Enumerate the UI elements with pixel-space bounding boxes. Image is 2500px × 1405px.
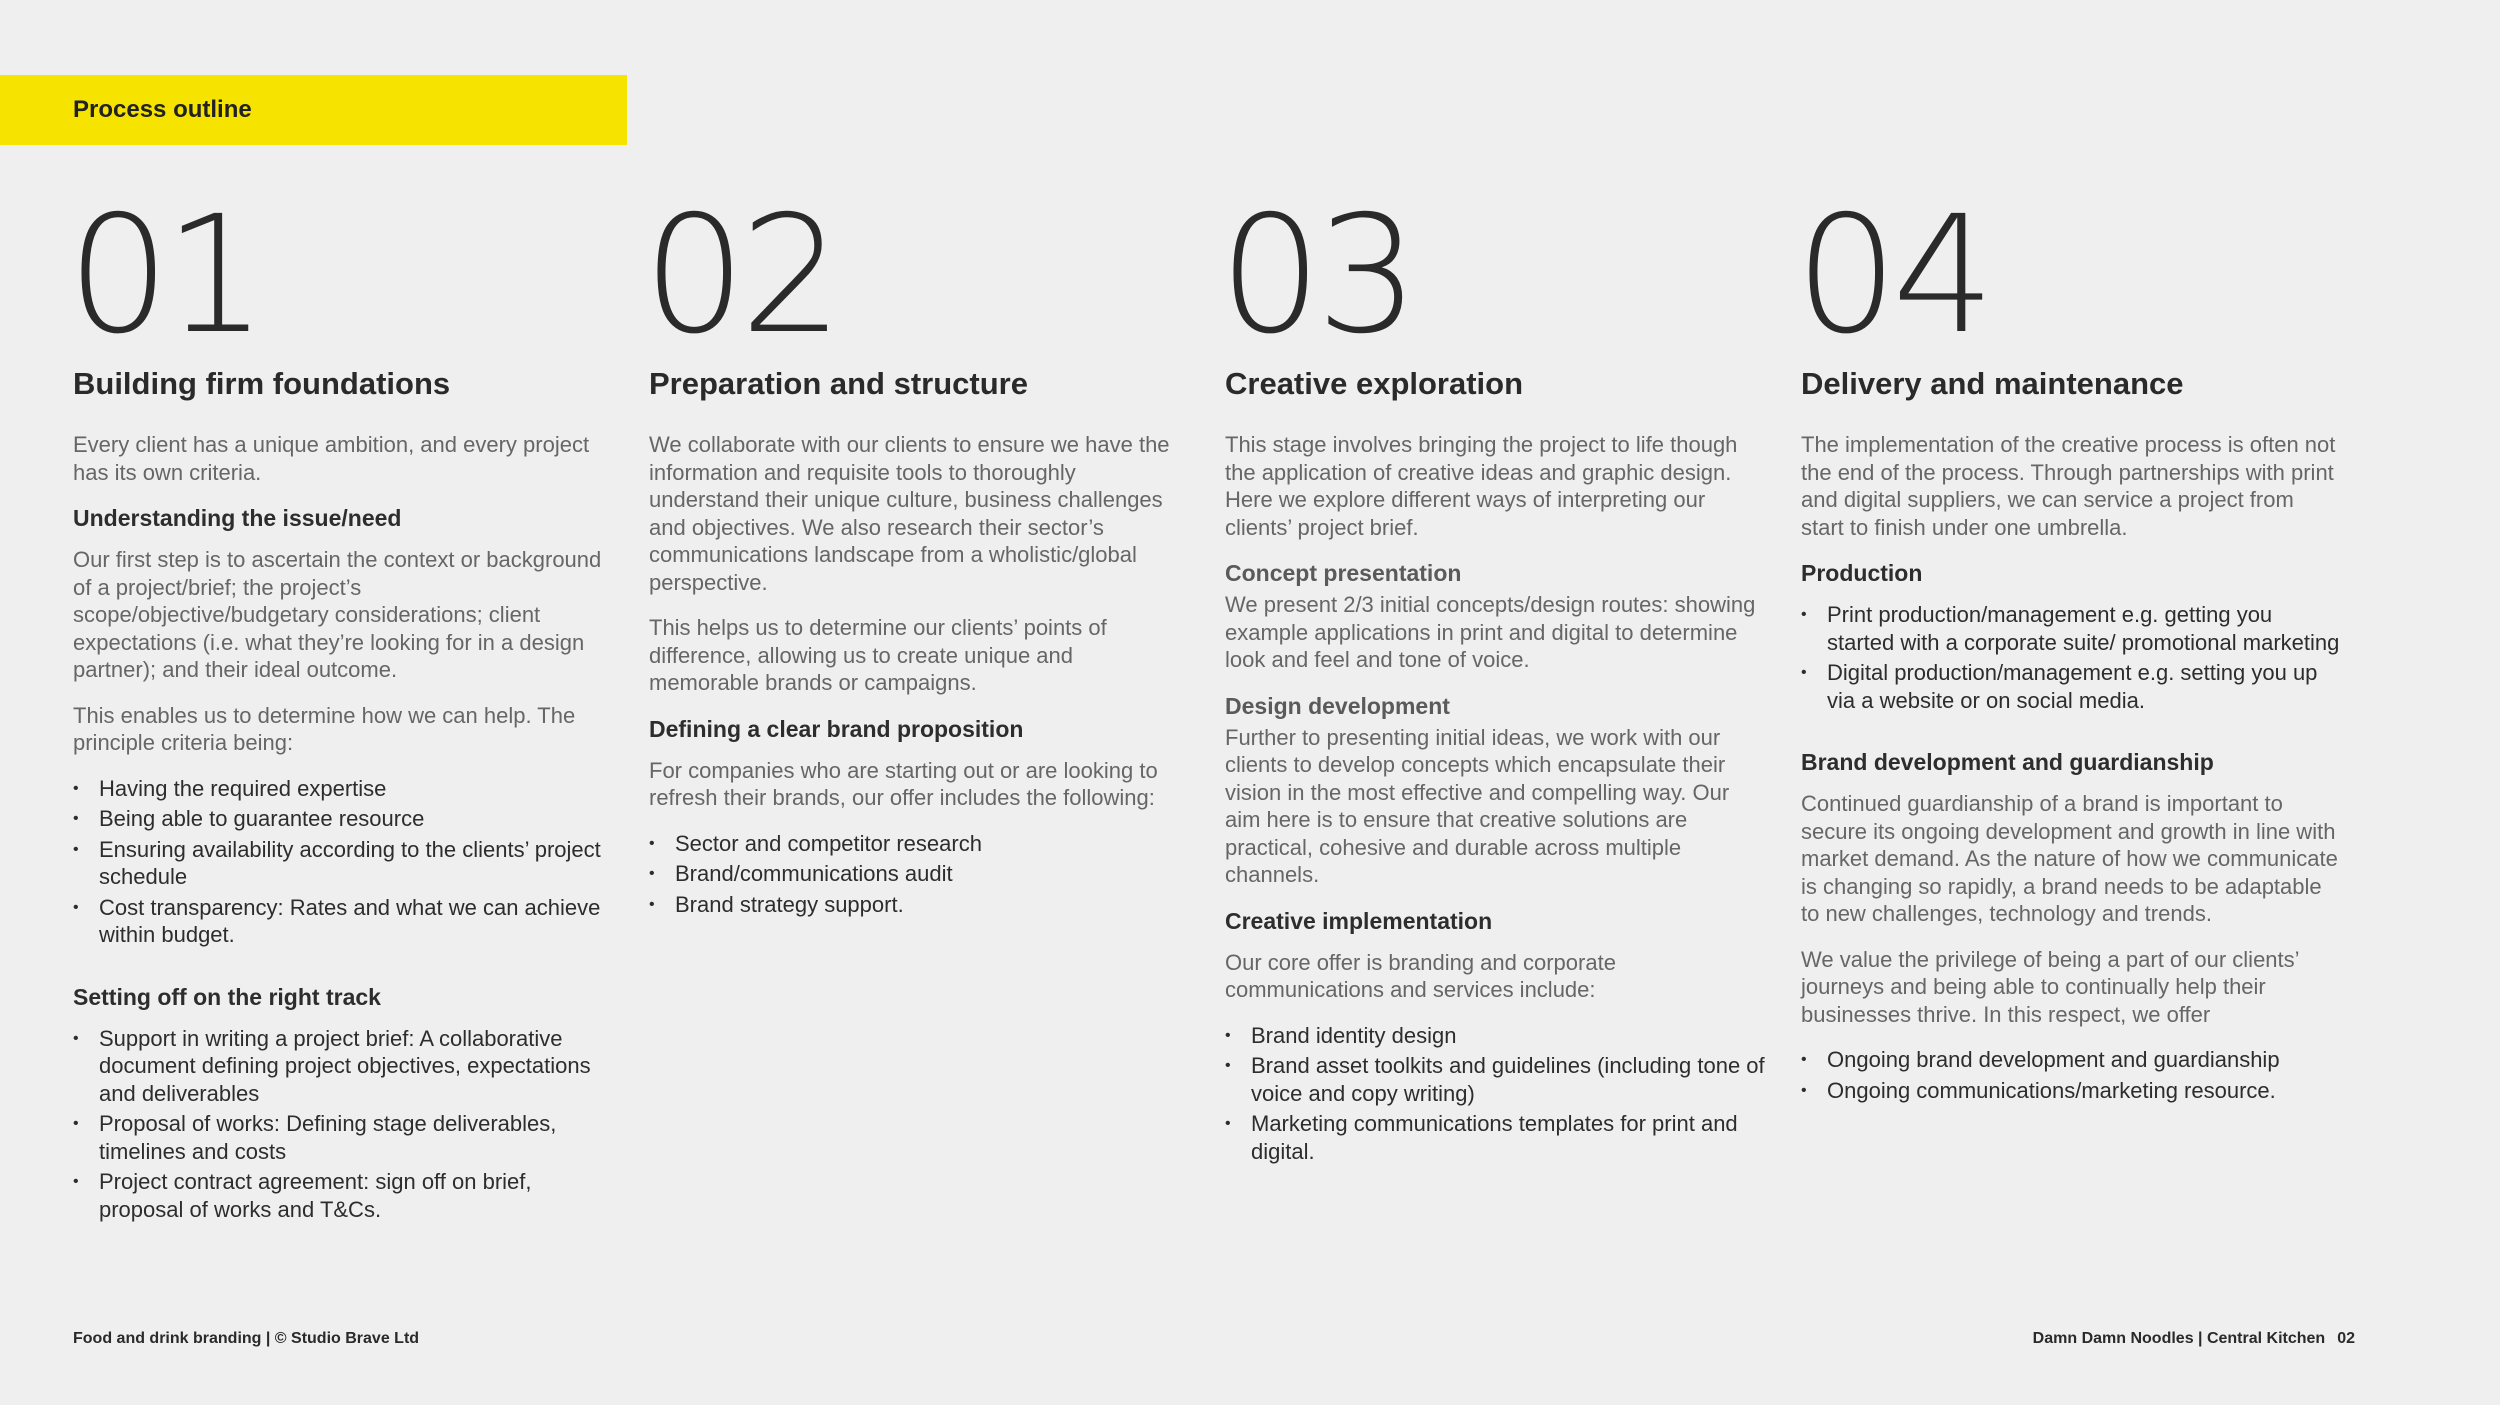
body-paragraph: This enables us to determine how we can help. The principle criteria being: bbox=[73, 702, 576, 756]
body-paragraph: Our core offer is branding and corporate communications and services include: bbox=[1225, 949, 1616, 1003]
list-item: • Proposal of works: Defining stage deliverables, timelines and costs bbox=[73, 1110, 613, 1165]
body-paragraph: Further to presenting initial ideas, we work with our clients to develop concepts which encapsulate their vision in the most effective and compelling way. Our aim here is to ensure that creative solutions are practical, cohesive and durable across multiple channels. bbox=[1225, 724, 1730, 888]
step-number: 01 bbox=[67, 182, 262, 370]
process-column-2 bbox=[643, 182, 1189, 952]
section-heading: Understanding the issue/need bbox=[73, 505, 402, 532]
step-title: Delivery and maintenance bbox=[1801, 366, 2184, 401]
section-heading: Brand development and guardianship bbox=[1801, 749, 2214, 776]
step-title: Creative exploration bbox=[1225, 366, 1524, 401]
list-item: • Ongoing brand development and guardianship bbox=[1801, 1046, 2341, 1074]
step-title: Preparation and structure bbox=[649, 366, 1028, 401]
section-heading: Production bbox=[1801, 560, 1923, 587]
body-paragraph: We present 2/3 initial concepts/design routes: showing example applications in print and digital to determine look and feel and tone of voice. bbox=[1225, 592, 1756, 673]
body-paragraph: We collaborate with our clients to ensure we have the information and requisite tools to thoroughly understand their unique culture, business challenges and objectives. We also research their sector’s communications landscape from a wholistic/global perspective. bbox=[649, 432, 1170, 595]
body-paragraph: Continued guardianship of a brand is important to secure its ongoing development and growth in line with market demand. As the nature of how we communicate is changing so rapidly, a brand needs to be adaptable to new challenges, technology and trends. bbox=[1801, 791, 2338, 927]
process-column-4 bbox=[1795, 182, 2341, 1138]
section-heading: Setting off on the right track bbox=[73, 983, 381, 1010]
list-item: • Digital production/management e.g. setting you up via a website or on social media. bbox=[1801, 659, 2341, 714]
section-heading: Defining a clear brand proposition bbox=[649, 715, 1024, 742]
body-paragraph: For companies who are starting out or are looking to refresh their brands, our offer includes the following: bbox=[649, 757, 1158, 811]
body-paragraph: This stage involves bringing the project to life though the application of creative ideas and graphic design. Here we explore different ways of interpreting our clients’ project brief. bbox=[1225, 432, 1738, 540]
step-number: 02 bbox=[643, 182, 838, 370]
step-number: 03 bbox=[1219, 182, 1414, 370]
bullet-list bbox=[1225, 1022, 1765, 1166]
list-item: • Ensuring availability according to the clients’ project schedule bbox=[73, 836, 613, 891]
list-item: • Marketing communications templates for print and digital. bbox=[1225, 1110, 1765, 1165]
bullet-list bbox=[1801, 1046, 2341, 1104]
bullet-list bbox=[1801, 601, 2341, 714]
list-item: • Brand/communications audit bbox=[649, 860, 1189, 888]
body-paragraph: Every client has a unique ambition, and every project has its own criteria. bbox=[73, 432, 590, 485]
section-heading: Design development bbox=[1225, 692, 1450, 719]
process-column-3 bbox=[1219, 182, 1765, 1199]
bullet-list bbox=[73, 1025, 613, 1224]
body-paragraph: This helps us to determine our clients’ points of difference, allowing us to create unique and memorable brands or campaigns. bbox=[649, 615, 1107, 696]
step-number: 04 bbox=[1795, 182, 1990, 370]
list-item: • Project contract agreement: sign off on brief, proposal of works and T&Cs. bbox=[73, 1168, 613, 1223]
step-title: Building firm foundations bbox=[73, 366, 451, 401]
banner-label: Process outline bbox=[73, 96, 252, 123]
body-paragraph: We value the privilege of being a part of our clients’ journeys and being able to continually help their businesses thrive. In this respect, we offer bbox=[1801, 946, 2299, 1027]
body-paragraph: The implementation of the creative process is often not the end of the process. Through partnerships with print and digital suppliers, we can service a project from start to finish under one umbrella. bbox=[1801, 432, 2336, 540]
list-item: • Cost transparency: Rates and what we can achieve within budget. bbox=[73, 894, 613, 949]
list-item: • Brand identity design bbox=[1225, 1022, 1765, 1050]
list-item: • Having the required expertise bbox=[73, 775, 613, 803]
bullet-list bbox=[73, 775, 613, 949]
footer-left: Food and drink branding | © Studio Brave Ltd bbox=[73, 1330, 420, 1347]
list-item: • Brand asset toolkits and guidelines (including tone of voice and copy writing) bbox=[1225, 1052, 1765, 1107]
list-item: • Being able to guarantee resource bbox=[73, 805, 613, 833]
page-number: 02 bbox=[2337, 1330, 2355, 1347]
list-item: • Ongoing communications/marketing resource. bbox=[1801, 1077, 2341, 1105]
list-item: • Print production/management e.g. getting you started with a corporate suite/ promotional marketing bbox=[1801, 601, 2341, 656]
section-heading: Concept presentation bbox=[1225, 560, 1462, 587]
bullet-list bbox=[649, 830, 1189, 919]
list-item: • Sector and competitor research bbox=[649, 830, 1189, 858]
section-heading: Creative implementation bbox=[1225, 907, 1493, 934]
section-banner bbox=[0, 75, 627, 145]
process-column-1 bbox=[67, 182, 613, 1257]
list-item: • Brand strategy support. bbox=[649, 891, 1189, 919]
footer-project: Damn Damn Noodles | Central Kitchen bbox=[2032, 1330, 2326, 1347]
footer-right bbox=[2033, 1330, 2355, 1348]
list-item: • Support in writing a project brief: A collaborative document defining project objectives, expectations and deliverables bbox=[73, 1025, 613, 1108]
body-paragraph: Our first step is to ascertain the context or background of a project/brief; the project’s scope/objective/budgetary considerations; client expectations (i.e. what they’re looking for in a design partner); and their ideal outcome. bbox=[73, 547, 602, 683]
